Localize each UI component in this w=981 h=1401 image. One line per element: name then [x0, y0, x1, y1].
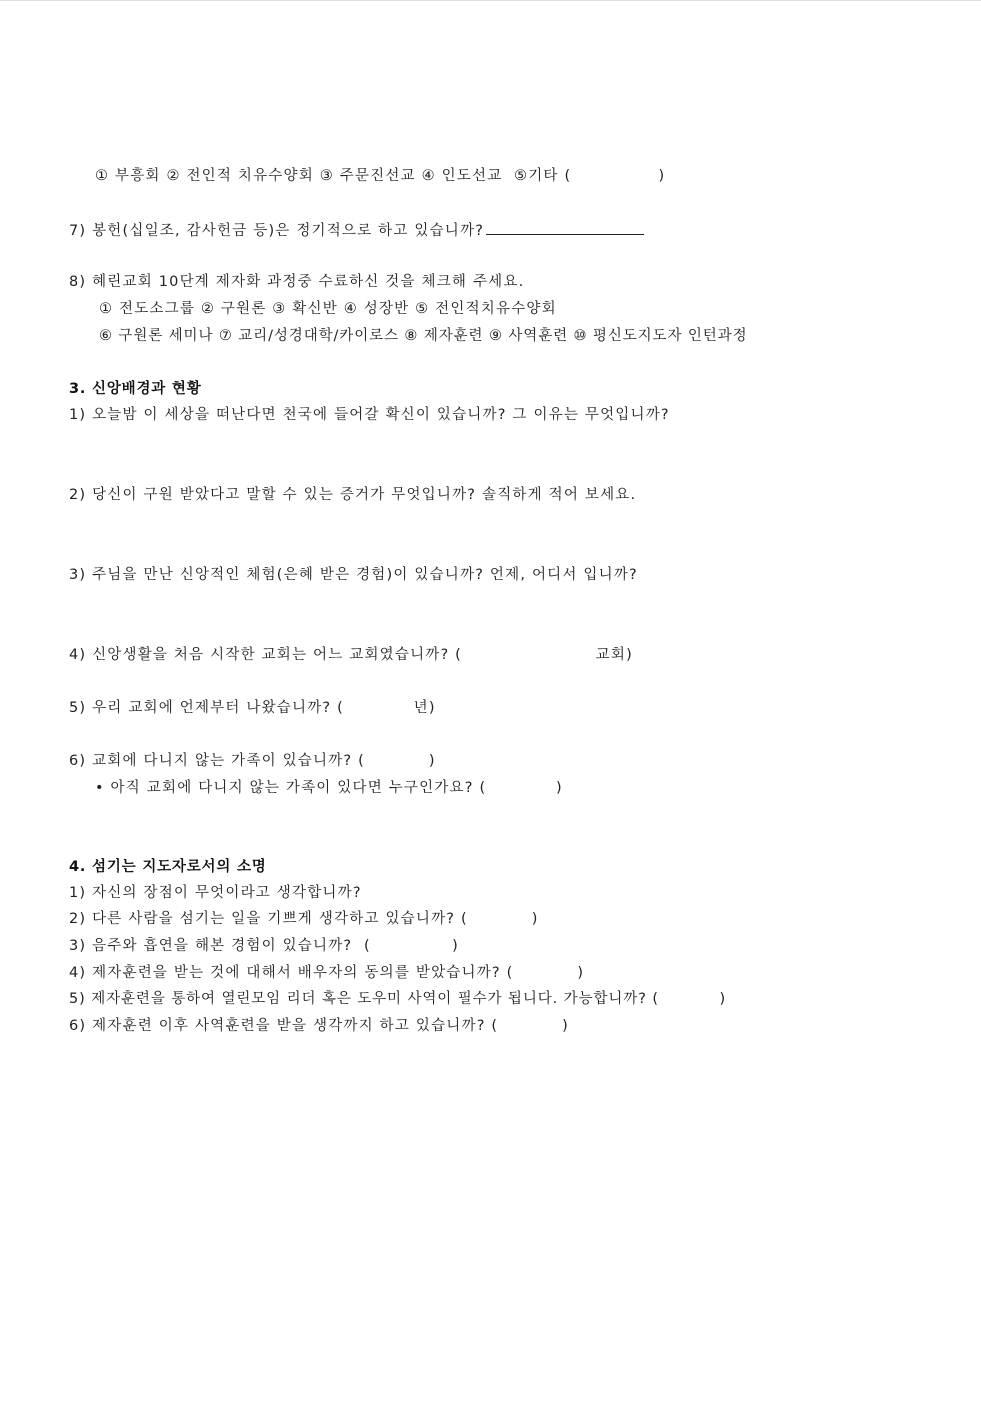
s4-q6: 6) 제자훈련 이후 사역훈련을 받을 생각까지 하고 있습니까? ( ) — [69, 1018, 570, 1034]
s4-q2: 2) 다른 사람을 섬기는 일을 기쁘게 생각하고 있습니까? ( ) — [69, 911, 539, 927]
s4-q5: 5) 제자훈련을 통하여 열린모임 리더 혹은 도우미 사역이 필수가 됩니다. 가능합니까? ( ) — [69, 991, 727, 1007]
s4-q4: 4) 제자훈련을 받는 것에 대해서 배우자의 동의를 받았습니까? ( ) — [69, 965, 585, 981]
q7-text: 7) 봉헌(십일조, 감사헌금 등)은 정기적으로 하고 있습니까? — [69, 223, 485, 239]
s4-q1: 1) 자신의 장점이 무엇이라고 생각합니까? — [69, 885, 362, 901]
section4-heading: 4. 섬기는 지도자로서의 소명 — [69, 859, 267, 875]
q8-options-line-2: ⑥ 구원론 세미나 ⑦ 교리/성경대학/카이로스 ⑧ 제자훈련 ⑨ 사역훈련 ⑩ 평신도지도자 인턴과정 — [99, 328, 748, 344]
s3-q2: 2) 당신이 구원 받았다고 말할 수 있는 증거가 무엇입니까? 솔직하게 적어 보세요. — [69, 487, 637, 503]
section3-heading: 3. 신앙배경과 현황 — [69, 381, 202, 397]
s3-q5: 5) 우리 교회에 언제부터 나왔습니까? ( 년) — [69, 700, 436, 716]
s4-q3: 3) 음주와 흡연을 해본 경험이 있습니까? ( ) — [69, 938, 459, 954]
s3-q4: 4) 신앙생활을 처음 시작한 교회는 어느 교회였습니까? ( 교회) — [69, 647, 633, 663]
q8-line: 8) 혜린교회 10단계 제자화 과정중 수료하신 것을 체크해 주세요. — [69, 274, 525, 290]
q7-answer-blank[interactable] — [486, 220, 644, 235]
q7-line — [69, 220, 644, 240]
s3-q6: 6) 교회에 다니지 않는 가족이 있습니까? ( ) — [69, 753, 436, 769]
q6-options-line: ① 부흥회 ② 전인적 치유수양회 ③ 주문진선교 ④ 인도선교 ⑤기타 ( ) — [95, 168, 666, 184]
s3-q3: 3) 주님을 만난 신앙적인 체험(은혜 받은 경험)이 있습니까? 언제, 어디서 입니까? — [69, 567, 638, 583]
s3-q1: 1) 오늘밤 이 세상을 떠난다면 천국에 들어갈 확신이 있습니까? 그 이유는 무엇입니까? — [69, 407, 670, 423]
q8-options-line-1: ① 전도소그룹 ② 구원론 ③ 확신반 ④ 성장반 ⑤ 전인적치유수양회 — [99, 301, 557, 317]
s3-q6-sub: • 아직 교회에 다니지 않는 가족이 있다면 누구인가요? ( ) — [95, 780, 563, 796]
